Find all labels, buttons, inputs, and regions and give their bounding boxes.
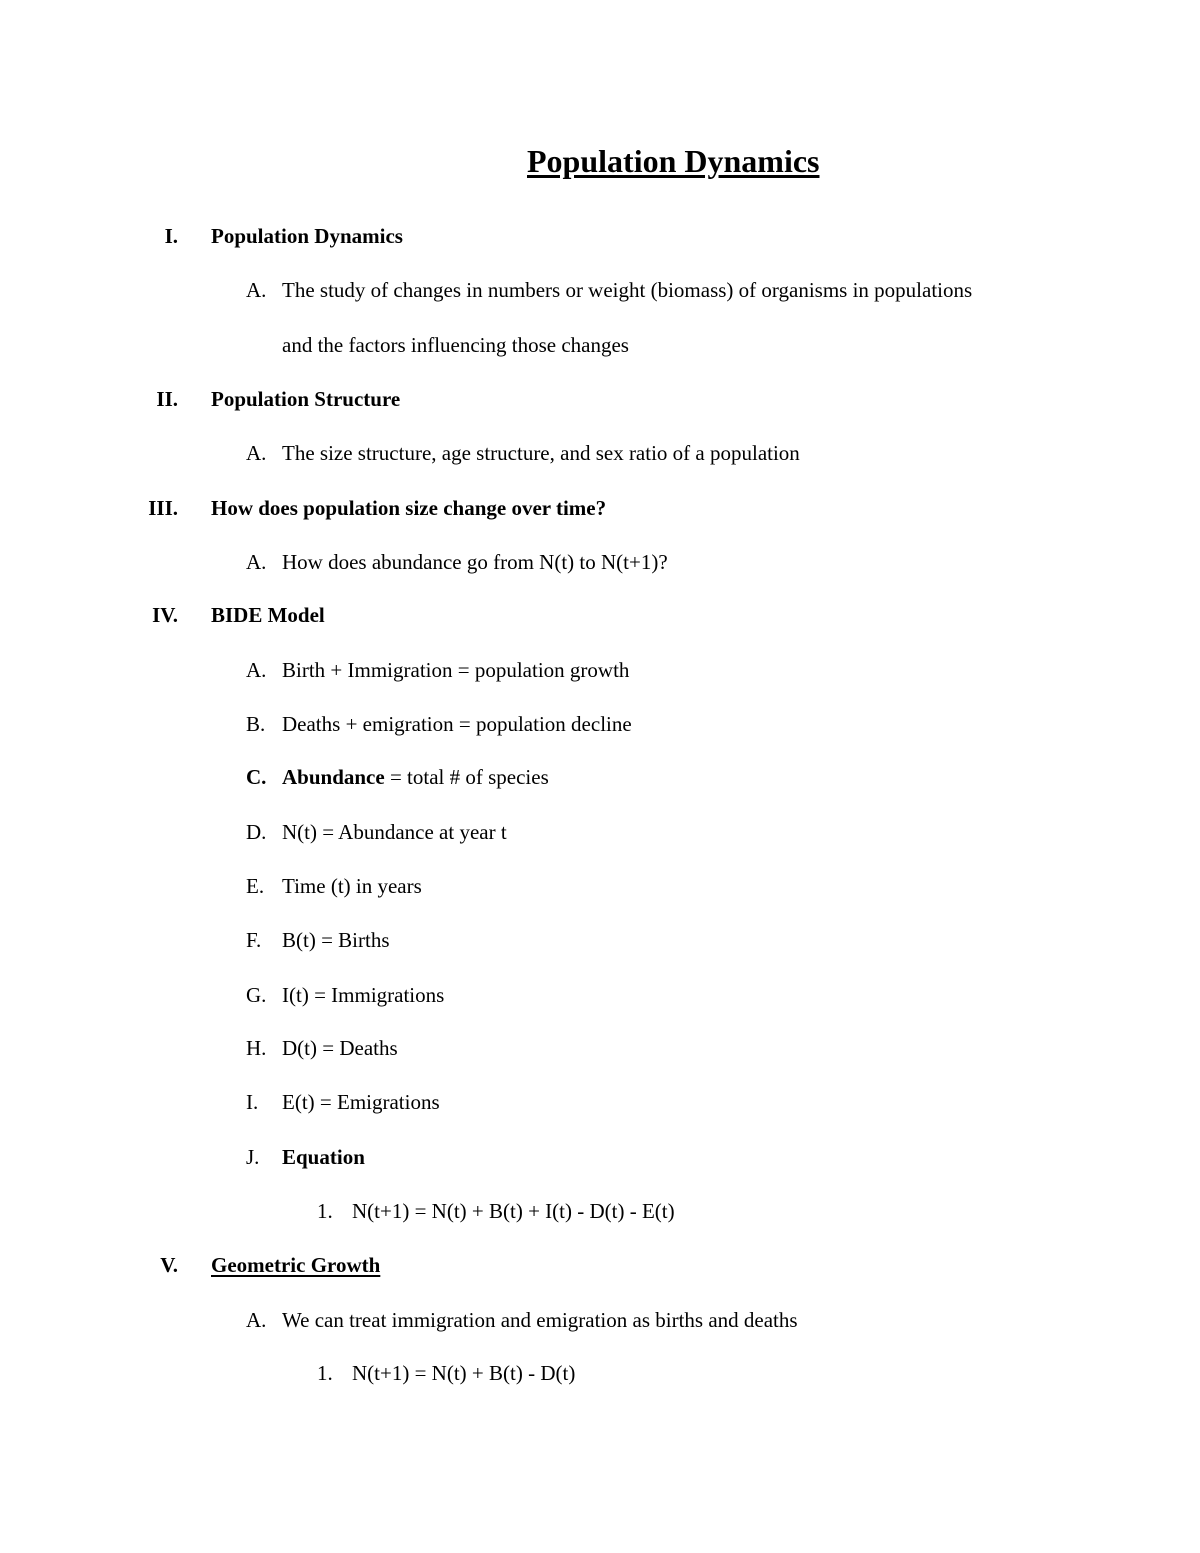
section-heading: Geometric Growth [211, 1253, 381, 1277]
section-numeral: II. [156, 387, 178, 411]
item-text: Equation [282, 1145, 365, 1169]
item-text: E(t) = Emigrations [282, 1090, 440, 1114]
item-marker: H. [246, 1036, 267, 1060]
item-text: Birth + Immigration = population growth [282, 658, 630, 682]
subitem-text: N(t+1) = N(t) + B(t) + I(t) - D(t) - E(t) [352, 1199, 675, 1223]
subitem-marker: 1. [317, 1361, 333, 1385]
item-marker: A. [246, 278, 267, 302]
item-text-continuation: and the factors influencing those changes [282, 333, 629, 357]
item-marker: C. [246, 765, 267, 789]
section-heading: Population Dynamics [211, 224, 403, 248]
item-marker: A. [246, 658, 267, 682]
page-title: Population Dynamics [527, 143, 820, 179]
item-text: I(t) = Immigrations [282, 983, 445, 1007]
item-text: How does abundance go from N(t) to N(t+1)? [282, 550, 668, 574]
item-marker: E. [246, 874, 265, 898]
item-marker: I. [246, 1090, 259, 1114]
item-text: The size structure, age structure, and sex ratio of a population [282, 441, 800, 465]
item-term: Abundance [282, 765, 385, 789]
section-heading: Population Structure [211, 387, 401, 411]
item-text: B(t) = Births [282, 928, 390, 952]
item-marker: F. [246, 928, 262, 952]
item-text: = total # of species [389, 765, 549, 789]
subitem-marker: 1. [317, 1199, 333, 1223]
subitem-text: N(t+1) = N(t) + B(t) - D(t) [352, 1361, 576, 1385]
item-marker: B. [246, 712, 266, 736]
item-marker: A. [246, 441, 267, 465]
item-text: The study of changes in numbers or weight (biomass) of organisms in populations [282, 278, 973, 302]
item-text: Deaths + emigration = population decline [282, 712, 632, 736]
section-numeral: I. [164, 224, 178, 248]
item-text-line [282, 767, 549, 788]
item-marker: J. [246, 1145, 260, 1169]
item-text: N(t) = Abundance at year t [282, 820, 507, 844]
section-numeral: III. [148, 496, 178, 520]
item-marker: D. [246, 820, 267, 844]
item-text: D(t) = Deaths [282, 1036, 398, 1060]
section-heading: BIDE Model [211, 603, 325, 627]
item-marker: A. [246, 1308, 267, 1332]
item-text: Time (t) in years [282, 874, 422, 898]
section-numeral: IV. [152, 603, 178, 627]
item-text: We can treat immigration and emigration as births and deaths [282, 1308, 798, 1332]
section-heading: How does population size change over time? [211, 496, 607, 520]
section-numeral: V. [160, 1253, 178, 1277]
item-marker: G. [246, 983, 267, 1007]
item-marker: A. [246, 550, 267, 574]
